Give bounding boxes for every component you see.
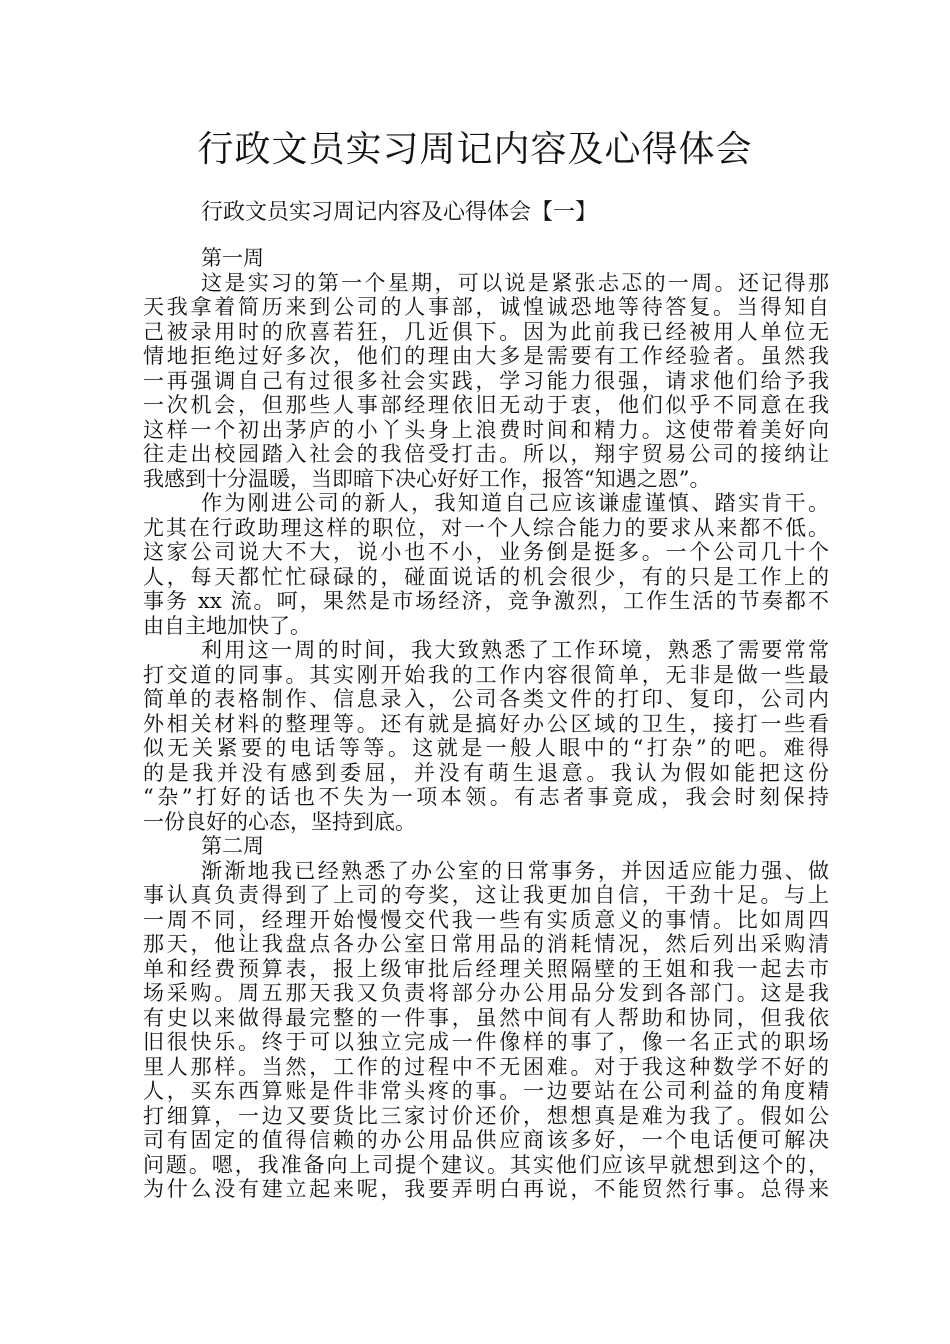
body-line: “杂”打好的话也不失为一项本领。有志者事竟成，我会时刻保持: [143, 785, 829, 809]
body-line: 天我拿着简历来到公司的人事部，诚惶诚恐地等待答复。当得知自: [143, 295, 829, 319]
document-body: [143, 246, 829, 1202]
body-line: 一周不同，经理开始慢慢交代我一些有实质意义的事情。比如周四: [143, 907, 829, 932]
body-line: 人，买东西算账是件非常头疼的事。一边要站在公司利益的角度精: [143, 1079, 829, 1103]
body-line: 司有固定的值得信赖的办公用品供应商该多好，一个电话便可解决: [143, 1128, 829, 1152]
body-line: 作为刚进公司的新人，我知道自己应该谦虚谨慎、踏实肯干。: [201, 491, 829, 515]
body-line: 场采购。周五那天我又负责将部分办公用品分发到各部门。这是我: [143, 981, 829, 1005]
body-line: 简单的表格制作、信息录入，公司各类文件的打印、复印，公司内: [143, 687, 829, 711]
body-line: 情地拒绝过好多次，他们的理由大多是需要有工作经验者。虽然我: [143, 344, 829, 368]
body-line: 为什么没有建立起来呢，我要弄明白再说，不能贸然行事。总得来: [143, 1177, 829, 1201]
body-line: 人，每天都忙忙碌碌的，碰面说话的机会很少，有的只是工作上的: [143, 564, 829, 589]
body-line: 往走出校园踏入社会的我倍受打击。所以，翔宇贸易公司的接纳让: [143, 442, 829, 466]
body-line: 单和经费预算表，报上级审批后经理关照隔壁的王姐和我一起去市: [143, 956, 829, 981]
body-line: 似无关紧要的电话等等。这就是一般人眼中的“打杂”的吧。难得: [143, 736, 829, 760]
body-line: 渐渐地我已经熟悉了办公室的日常事务，并因适应能力强、做: [201, 858, 829, 883]
body-line: 事认真负责得到了上司的夸奖，这让我更加自信，干劲十足。与上: [143, 883, 829, 907]
document-subtitle: 行政文员实习周记内容及心得体会【一】: [201, 200, 598, 225]
body-line: 一再强调自己有过很多社会实践，学习能力很强，请求他们给予我: [143, 368, 829, 393]
body-line: 打细算，一边又要货比三家讨价还价，想想真是难为我了。假如公: [143, 1103, 829, 1128]
body-line: 这样一个初出茅庐的小丫头身上浪费时间和精力。这使带着美好向: [143, 417, 829, 442]
body-line: 这家公司说大不大，说小也不小，业务倒是挺多。一个公司几十个: [143, 540, 829, 564]
body-line: 旧很快乐。终于可以独立完成一件像样的事了，像一名正式的职场: [143, 1030, 829, 1054]
body-line: 外相关材料的整理等。还有就是搞好办公区域的卫生，接打一些看: [143, 711, 829, 736]
body-line: 己被录用时的欣喜若狂，几近俱下。因为此前我已经被用人单位无: [143, 319, 829, 344]
body-line: 尤其在行政助理这样的职位，对一个人综合能力的要求从来都不低。: [143, 515, 829, 540]
body-line: 我感到十分温暖，当即暗下决心好好工作，报答“知遇之恩”。: [143, 466, 711, 491]
body-line: 利用这一周的时间，我大致熟悉了工作环境，熟悉了需要常常: [201, 638, 829, 662]
body-line: 的是我并没有感到委屈，并没有萌生退意。我认为假如能把这份: [143, 760, 829, 785]
body-line: 里人那样。当然，工作的过程中不无困难。对于我这种数学不好的: [143, 1054, 829, 1079]
body-line: 问题。嗯，我准备向上司提个建议。其实他们应该早就想到这个的，: [143, 1152, 829, 1177]
body-line: 第一周: [201, 246, 264, 270]
body-line: 一份良好的心态，坚持到底。: [143, 809, 416, 834]
body-line: 由自主地加快了。: [143, 613, 311, 638]
body-line: 事务 xx 流。呵，果然是市场经济，竞争激烈，工作生活的节奏都不: [143, 589, 829, 613]
body-line: 一次机会，但那些人事部经理依旧无动于衷，他们似乎不同意在我: [143, 393, 829, 417]
body-line: 有史以来做得最完整的一件事，虽然中间有人帮助和协同，但我依: [143, 1005, 829, 1030]
body-line: 打交道的同事。其实刚开始我的工作内容很简单，无非是做一些最: [143, 662, 829, 687]
body-line: 第二周: [201, 834, 264, 858]
body-line: 那天，他让我盘点各办公室日常用品的消耗情况，然后列出采购清: [143, 932, 829, 956]
body-line: 这是实习的第一个星期，可以说是紧张忐忑的一周。还记得那: [201, 270, 829, 295]
document-title: 行政文员实习周记内容及心得体会: [197, 129, 753, 170]
